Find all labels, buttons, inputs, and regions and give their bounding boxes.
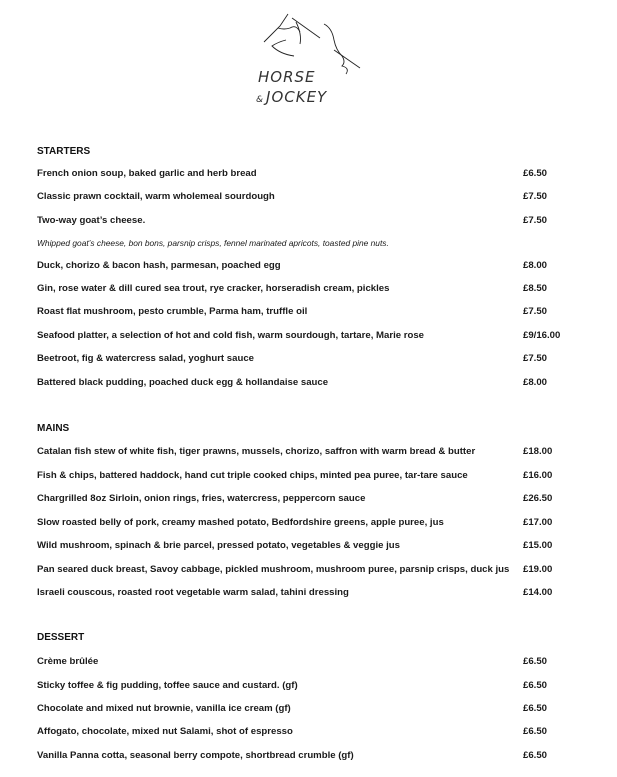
item-price: £26.50 <box>523 493 553 504</box>
menu-item <box>37 377 597 391</box>
item-name: French onion soup, baked garlic and herb bread <box>37 168 257 179</box>
item-price: £7.50 <box>523 306 548 317</box>
menu-item <box>37 680 597 694</box>
item-price: £8.00 <box>523 260 548 271</box>
menu-item <box>37 470 597 484</box>
item-price: £14.00 <box>523 587 553 598</box>
menu-item <box>37 353 597 367</box>
menu-item <box>37 587 597 601</box>
item-name: Vanilla Panna cotta, seasonal berry compote, shortbread crumble (gf) <box>37 750 354 761</box>
section-title-dessert: DESSERT <box>37 632 85 643</box>
item-name: Crème brûlée <box>37 656 99 667</box>
item-name: Pan seared duck breast, Savoy cabbage, pickled mushroom, mushroom puree, parsnip crisps, duck jus <box>37 564 510 575</box>
item-price: £15.00 <box>523 540 553 551</box>
logo-text-horse: HORSE <box>258 68 316 86</box>
menu-item <box>37 540 597 554</box>
item-price: £6.50 <box>523 168 548 179</box>
menu-item <box>37 306 597 320</box>
item-name: Roast flat mushroom, pesto crumble, Parma ham, truffle oil <box>37 306 308 317</box>
horse-and-jockey-logo <box>250 6 370 106</box>
menu-item <box>37 493 597 507</box>
menu-item <box>37 750 597 764</box>
menu-item <box>37 703 597 717</box>
menu-item <box>37 191 597 205</box>
item-name: Classic prawn cocktail, warm wholemeal sourdough <box>37 191 275 202</box>
item-price: £6.50 <box>523 703 548 714</box>
item-price: £18.00 <box>523 446 553 457</box>
logo-ampersand: & <box>256 95 265 105</box>
item-price: £6.50 <box>523 656 548 667</box>
item-price: £17.00 <box>523 517 553 528</box>
menu-item <box>37 517 597 531</box>
item-name: Duck, chorizo & bacon hash, parmesan, poached egg <box>37 260 281 271</box>
menu-item <box>37 168 597 182</box>
item-name: Chocolate and mixed nut brownie, vanilla ice cream (gf) <box>37 703 291 714</box>
item-name: Two-way goat’s cheese. <box>37 215 146 226</box>
logo-text-jockey-word: JOCKEY <box>266 88 328 106</box>
item-price: £19.00 <box>523 564 553 575</box>
item-name: Gin, rose water & dill cured sea trout, rye cracker, horseradish cream, pickles <box>37 283 390 294</box>
item-name: Chargrilled 8oz Sirloin, onion rings, fries, watercress, peppercorn sauce <box>37 493 366 504</box>
item-description-note: Whipped goat’s cheese, bon bons, parsnip crisps, fennel marinated apricots, toasted pine nuts. <box>37 238 389 248</box>
item-name: Beetroot, fig & watercress salad, yoghurt sauce <box>37 353 254 364</box>
menu-item <box>37 260 597 274</box>
item-name: Israeli couscous, roasted root vegetable warm salad, tahini dressing <box>37 587 349 598</box>
item-price: £7.50 <box>523 215 548 226</box>
menu-item <box>37 283 597 297</box>
item-name: Sticky toffee & fig pudding, toffee sauce and custard. (gf) <box>37 680 298 691</box>
item-name: Affogato, chocolate, mixed nut Salami, shot of espresso <box>37 726 293 737</box>
menu-item <box>37 656 597 670</box>
item-price: £9/16.00 <box>523 330 561 341</box>
item-price: £6.50 <box>523 726 548 737</box>
item-price: £7.50 <box>523 191 548 202</box>
item-price: £6.50 <box>523 680 548 691</box>
section-title-mains: MAINS <box>37 423 70 434</box>
item-name: Slow roasted belly of pork, creamy mashed potato, Bedfordshire greens, apple puree, jus <box>37 517 444 528</box>
menu-item <box>37 330 597 344</box>
item-price: £8.50 <box>523 283 548 294</box>
item-price: £8.00 <box>523 377 548 388</box>
item-name: Catalan fish stew of white fish, tiger prawns, mussels, chorizo, saffron with warm bread & butter <box>37 446 476 457</box>
item-price: £7.50 <box>523 353 548 364</box>
menu-item <box>37 564 597 578</box>
item-name: Wild mushroom, spinach & brie parcel, pressed potato, vegetables & veggie jus <box>37 540 400 551</box>
item-price: £6.50 <box>523 750 548 761</box>
item-price: £16.00 <box>523 470 553 481</box>
section-title-starters: STARTERS <box>37 146 91 157</box>
item-name: Battered black pudding, poached duck egg & hollandaise sauce <box>37 377 329 388</box>
item-name: Seafood platter, a selection of hot and cold fish, warm sourdough, tartare, Marie rose <box>37 330 425 341</box>
menu-item <box>37 215 597 229</box>
logo-text-jockey <box>256 88 327 106</box>
item-name: Fish & chips, battered haddock, hand cut triple cooked chips, minted pea puree, tar-tare sauce <box>37 470 468 481</box>
menu-item <box>37 446 597 460</box>
menu-item <box>37 726 597 740</box>
horse-head-icon <box>250 6 370 76</box>
